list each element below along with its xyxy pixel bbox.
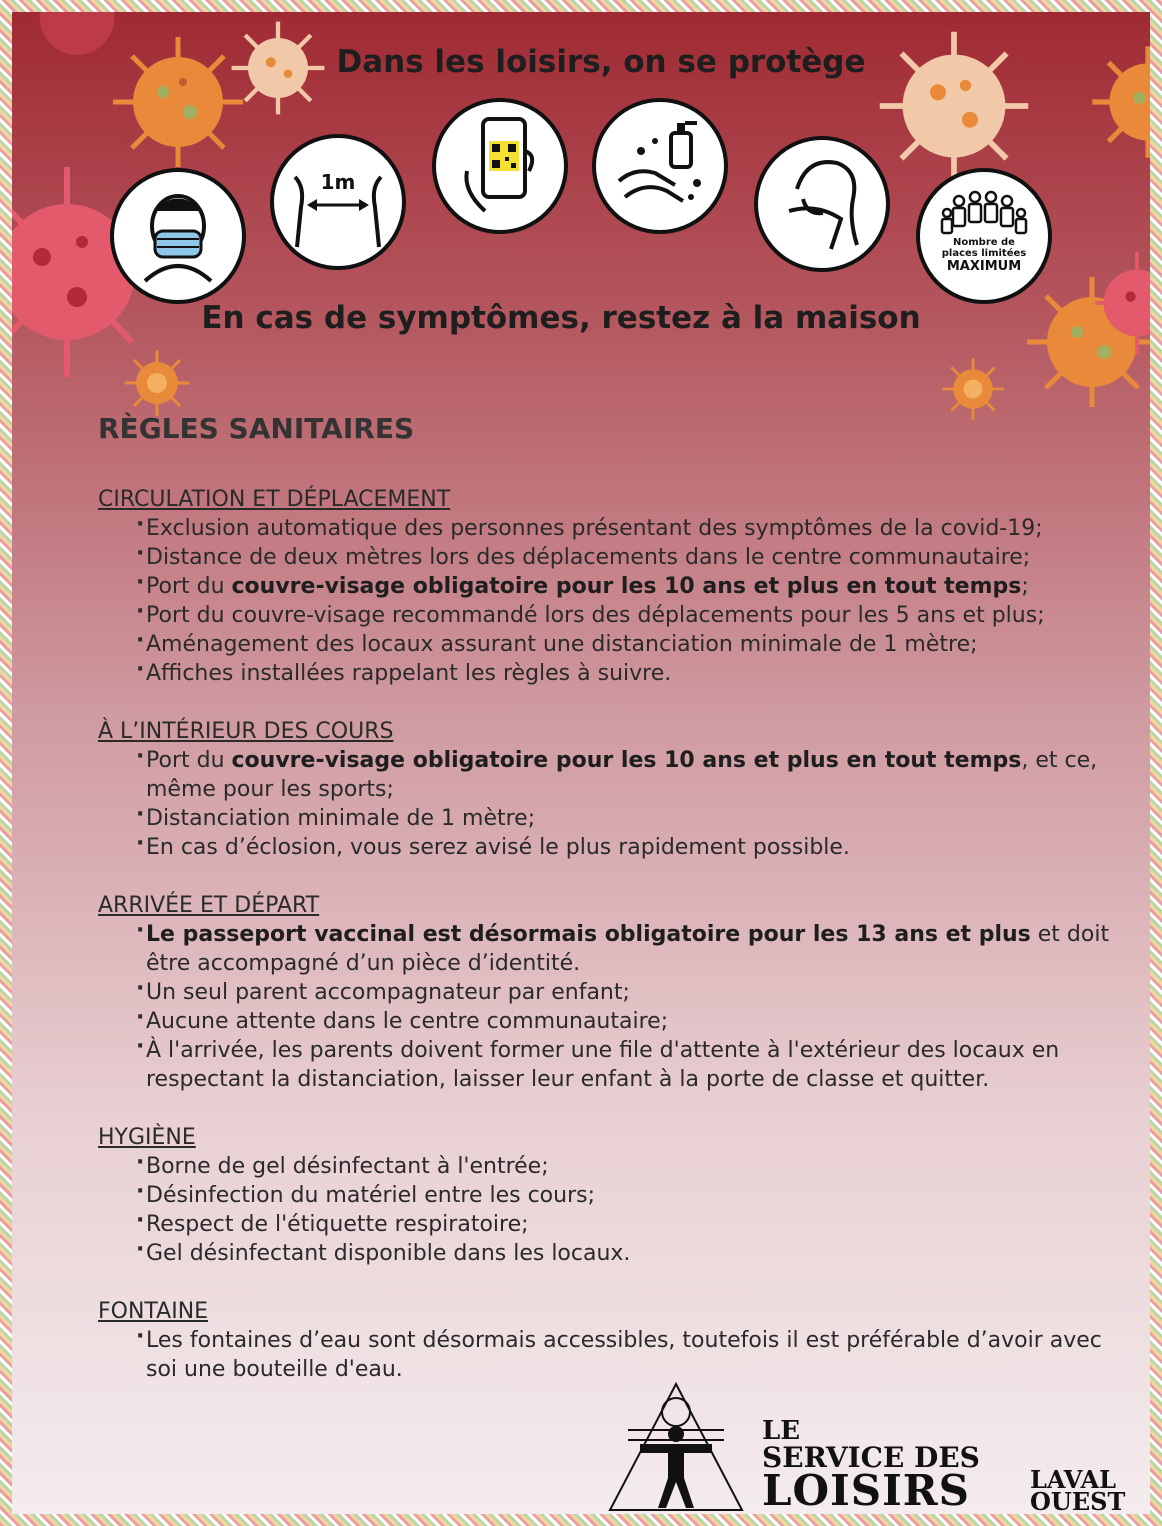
list-item: [138, 920, 1128, 978]
cough-elbow-icon: [754, 136, 890, 272]
item-text: et doit être accompagné d’un pièce d’identité.: [146, 922, 1110, 976]
logo-side2: OUEST: [1030, 1487, 1126, 1514]
section-title: FONTAINE: [98, 1299, 209, 1324]
section-hygiene: [98, 1123, 1128, 1268]
section-interieur: [98, 717, 1128, 862]
distance-label: 1m: [320, 170, 356, 194]
virus-decoration-icon: [122, 348, 192, 418]
list-item: · Distance de deux mètres lors des déplacements dans le centre communautaire;: [138, 543, 1128, 572]
hand-wash-icon: [592, 98, 728, 234]
section-title: À L’INTÉRIEUR DES COURS: [98, 719, 394, 744]
rules-content: [98, 414, 1128, 1413]
list-item: · À l'arrivée, les parents doivent former une file d'attente à l'extérieur des locaux en respectant la distanciation, laisser leur enfant à la porte de classe et quitter.: [138, 1036, 1128, 1094]
logo-side1: LAVAL: [1030, 1465, 1117, 1494]
list-item: · Aménagement des locaux assurant une distanciation minimale de 1 mètre;: [138, 630, 1128, 659]
item-text: Port du: [146, 574, 232, 599]
list-item: · Gel désinfectant disponible dans les locaux.: [138, 1239, 1128, 1268]
service-loisirs-logo: [606, 1382, 1146, 1512]
list-item: · Un seul parent accompagnateur par enfant;: [138, 978, 1128, 1007]
section-circulation: [98, 485, 1128, 688]
list-item: [138, 746, 1128, 804]
mask-icon: [110, 168, 246, 304]
distance-icon: [270, 134, 406, 270]
section-fontaine: [98, 1297, 1128, 1384]
logo-line1: LE: [762, 1416, 801, 1446]
logo-line2: SERVICE DES: [762, 1441, 980, 1474]
list-item: · Distanciation minimale de 1 mètre;: [138, 804, 1128, 833]
section-title: HYGIÈNE: [98, 1125, 196, 1150]
item-bold-text: couvre-visage obligatoire pour les 10 ans et plus en tout temps: [231, 748, 1022, 773]
poster: [12, 12, 1150, 1514]
limited-places-line3: MAXIMUM: [946, 259, 1022, 274]
item-text: Port du: [146, 748, 232, 773]
list-item: · Exclusion automatique des personnes présentant des symptômes de la covid-19;: [138, 514, 1128, 543]
header-subtitle: En cas de symptômes, restez à la maison: [201, 300, 921, 336]
header-title: Dans les loisirs, on se protège: [336, 44, 866, 80]
qr-phone-icon: [432, 98, 568, 234]
list-item: · Affiches installées rappelant les règles à suivre.: [138, 659, 1128, 688]
list-item: · Borne de gel désinfectant à l'entrée;: [138, 1152, 1128, 1181]
list-item: · Respect de l'étiquette respiratoire;: [138, 1210, 1128, 1239]
virus-decoration-icon: [940, 356, 1006, 422]
list-item: · Port du couvre-visage recommandé lors des déplacements pour les 5 ans et plus;: [138, 601, 1128, 630]
list-item: · Les fontaines d’eau sont désormais accessibles, toutefois il est préférable d’avoir avec soi une bouteille d'eau.: [138, 1326, 1128, 1384]
list-item: · Aucune attente dans le centre communautaire;: [138, 1007, 1128, 1036]
section-title: ARRIVÉE ET DÉPART: [98, 893, 320, 918]
logo-line3: LOISIRS: [762, 1466, 970, 1514]
item-bold-text: couvre-visage obligatoire pour les 10 ans et plus en tout temps: [231, 574, 1022, 599]
section-arrivee: [98, 891, 1128, 1094]
limited-places-line2: places limitées: [941, 248, 1027, 259]
item-bold-text: Le passeport vaccinal est désormais obligatoire pour les 13 ans et plus: [146, 922, 1031, 947]
main-heading: RÈGLES SANITAIRES: [98, 412, 415, 445]
list-item: [138, 572, 1128, 601]
section-title: CIRCULATION ET DÉPLACEMENT: [98, 487, 451, 512]
limited-places-line1: Nombre de: [953, 237, 1015, 248]
list-item: · En cas d’éclosion, vous serez avisé le plus rapidement possible.: [138, 833, 1128, 862]
item-text: , et ce, même pour les sports;: [146, 748, 1098, 802]
limited-places-icon: [916, 168, 1052, 304]
item-text: ;: [1021, 574, 1029, 599]
list-item: · Désinfection du matériel entre les cours;: [138, 1181, 1128, 1210]
vitruvian-figure-icon: [606, 1382, 746, 1512]
